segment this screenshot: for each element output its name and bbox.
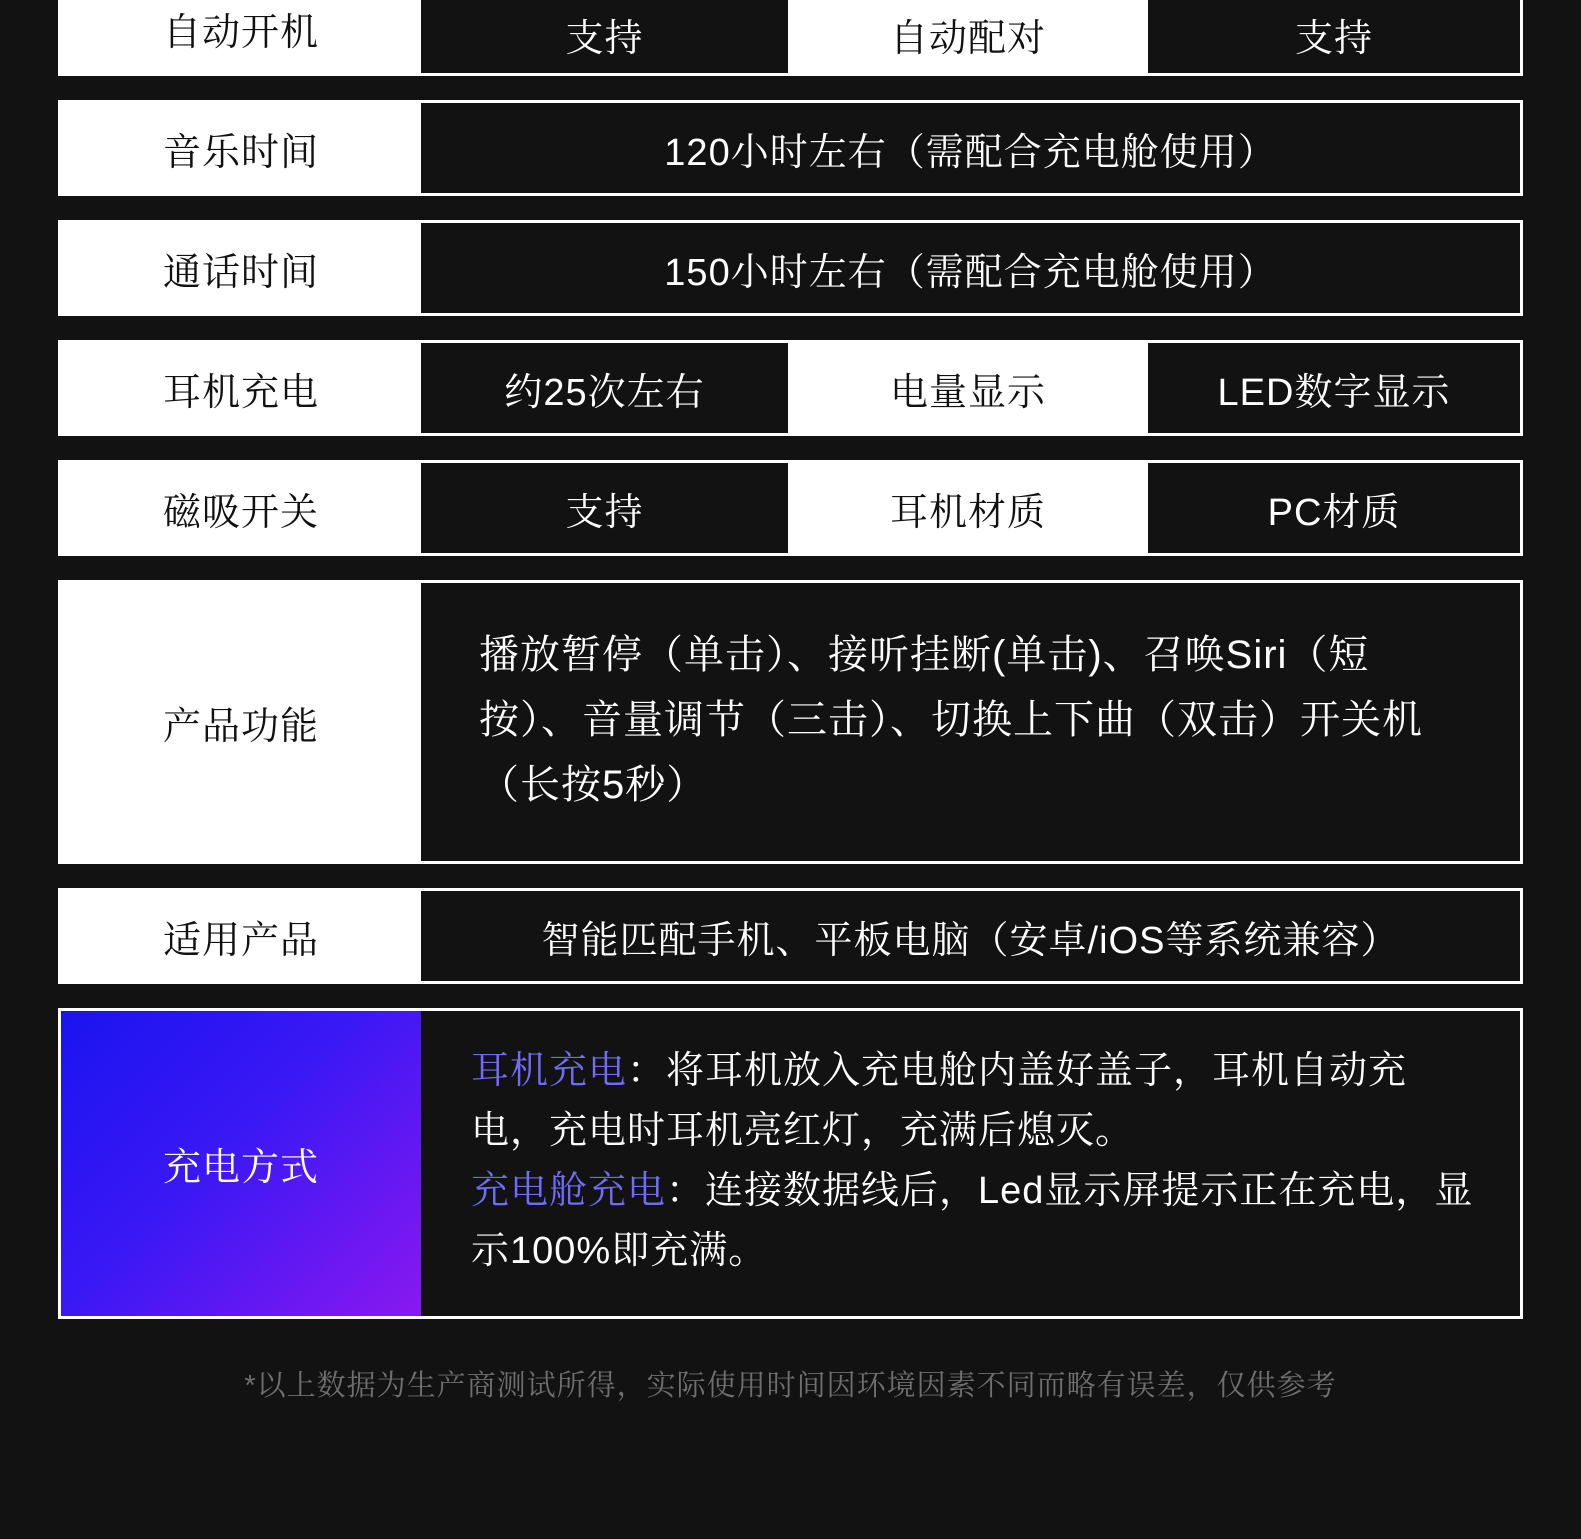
spec-row-charging-method	[58, 1008, 1523, 1318]
spec-label-battery-display: 电量显示	[788, 343, 1148, 433]
spec-value-auto-pairing: 支持	[1148, 0, 1520, 73]
spec-label-auto-pairing: 自动配对	[788, 0, 1148, 73]
spec-label-auto-power-on	[61, 0, 421, 73]
spec-label-talk-time: 通话时间	[61, 223, 421, 313]
spec-row	[58, 100, 1523, 196]
charging-line-1-highlight: 耳机充电	[471, 1050, 628, 1093]
spec-row	[58, 888, 1523, 984]
footnote: *以上数据为生产商测试所得，实际使用时间因环境因素不同而略有误差，仅供参考	[244, 1369, 1337, 1402]
spec-label-earphone-charging: 耳机充电	[61, 343, 421, 433]
spec-row	[58, 340, 1523, 436]
spec-label-applicable-product: 适用产品	[61, 891, 421, 981]
charging-line-2-highlight: 充电舱充电	[471, 1170, 667, 1213]
spec-row	[58, 220, 1523, 316]
spec-value-earphone-material: PC材质	[1148, 463, 1520, 553]
spec-value-talk-time: 150小时左右（需配合充电舱使用）	[421, 223, 1520, 313]
spec-row	[58, 0, 1523, 76]
spec-label-charging-method: 充电方式	[61, 1011, 421, 1315]
spec-value-applicable-product: 智能匹配手机、平板电脑（安卓/iOS等系统兼容）	[421, 891, 1520, 981]
spec-label-earphone-material: 耳机材质	[788, 463, 1148, 553]
spec-value-charging-method	[421, 1011, 1520, 1315]
spec-value-magnetic-switch: 支持	[421, 463, 788, 553]
charging-line-2-text: ：连接数据线后，Led显示屏提示正在充电，显示100%即充满。	[471, 1170, 1474, 1273]
charging-line-2	[471, 1161, 1480, 1281]
spec-value-earphone-charging: 约25次左右	[421, 343, 788, 433]
spec-label-music-time: 音乐时间	[61, 103, 421, 193]
spec-label-magnetic-switch: 磁吸开关	[61, 463, 421, 553]
spec-value-auto-power-on: 支持	[421, 0, 788, 73]
charging-line-1	[471, 1041, 1480, 1161]
spec-value-product-function: 播放暂停（单击）、接听挂断(单击)、召唤Siri（短按）、音量调节（三击）、切换上下曲（双击）开关机（长按5秒）	[421, 583, 1520, 861]
spec-row-product-function	[58, 580, 1523, 864]
spec-row	[58, 460, 1523, 556]
spec-value-battery-display: LED数字显示	[1148, 343, 1520, 433]
spec-label-text: 自动开机	[162, 12, 319, 55]
spec-label-product-function: 产品功能	[61, 583, 421, 861]
spec-value-music-time: 120小时左右（需配合充电舱使用）	[421, 103, 1520, 193]
charging-line-1-text: ：将耳机放入充电舱内盖好盖子，耳机自动充电，充电时耳机亮红灯，充满后熄灭。	[471, 1050, 1408, 1153]
